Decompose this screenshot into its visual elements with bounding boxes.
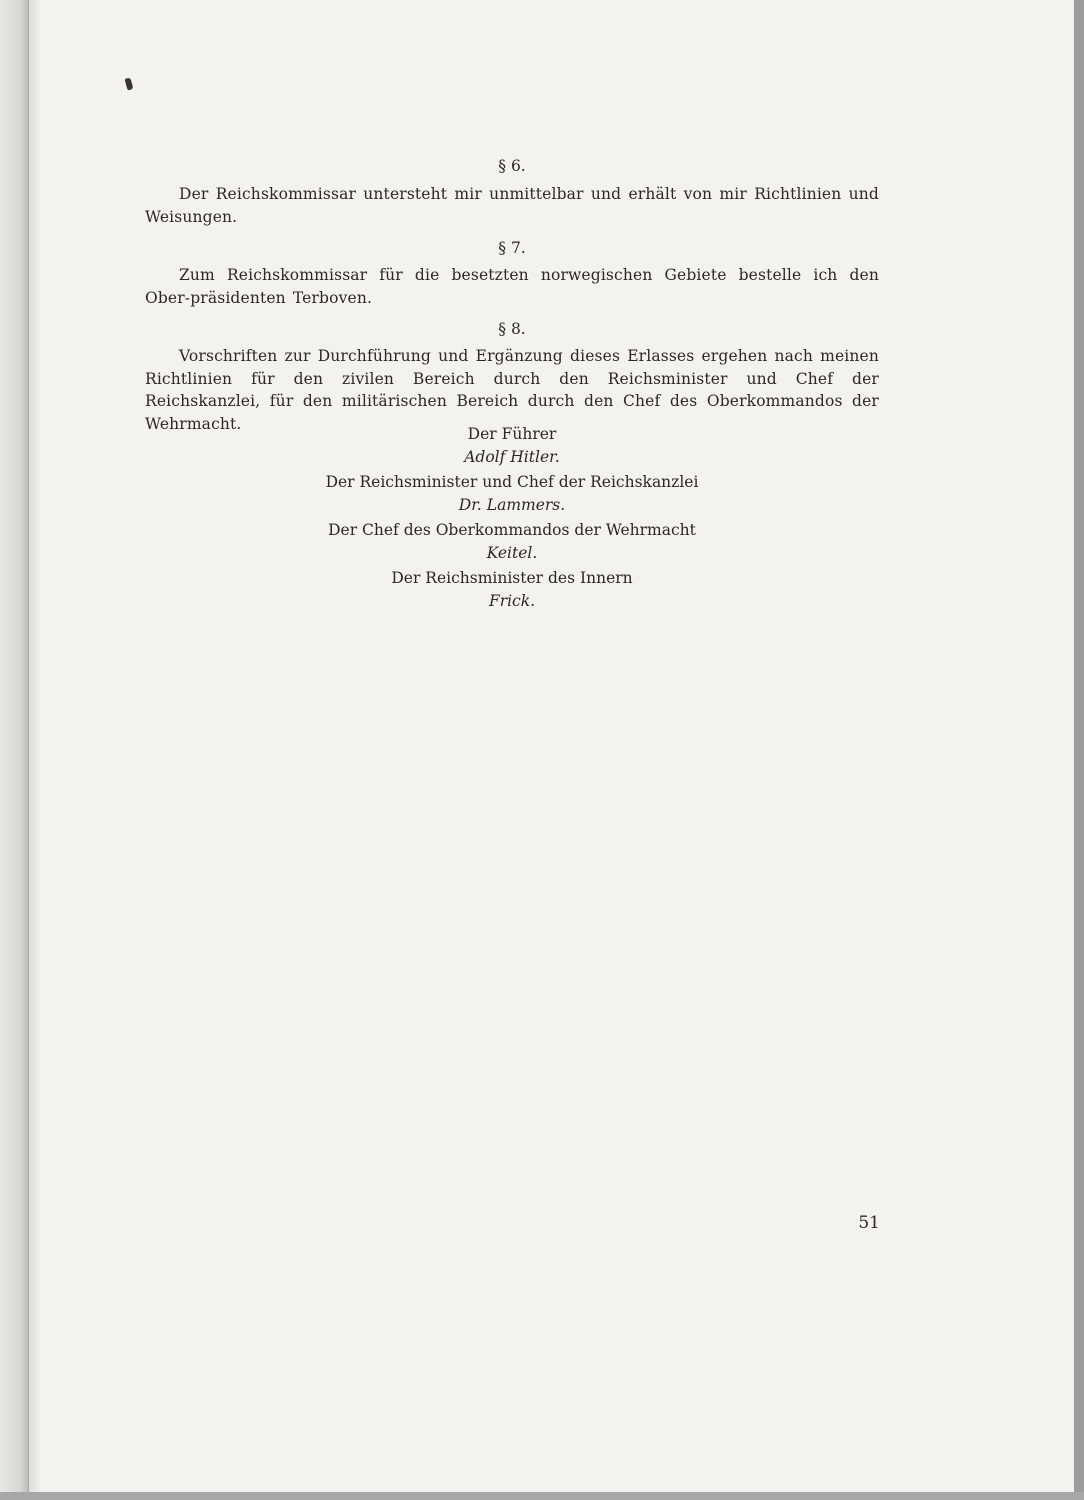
section-paragraph-8: Vorschriften zur Durchführung und Ergänzung dieses Erlasses ergehen nach meinen Richtlinien für den zivilen Bereich durch den Reichsminister und Chef der Reichskanzlei, für den militärischen Bereich durch den Chef des Oberkommandos der Wehrmacht. [145, 347, 879, 433]
signature-title-innern: Der Reichsminister des Innern [391, 569, 633, 587]
signature-name-frick: Frick. [488, 592, 536, 610]
section-heading-8: § 8. [498, 320, 526, 338]
section-heading-6: § 6. [498, 157, 526, 175]
page-right-edge [1074, 0, 1084, 1500]
signature-name-hitler: Adolf Hitler. [464, 448, 560, 466]
book-spine-shadow [0, 0, 28, 1500]
page-left-edge [29, 0, 41, 1492]
signature-name-lammers: Dr. Lammers. [458, 496, 566, 514]
section-heading-7: § 7. [498, 239, 526, 257]
signature-title-fuehrer: Der Führer [467, 425, 557, 443]
signature-name-keitel: Keitel. [486, 544, 538, 562]
signature-title-wehrmacht: Der Chef des Oberkommandos der Wehrmacht [328, 521, 696, 539]
signature-title-reichskanzlei: Der Reichsminister und Chef der Reichskanzlei [325, 473, 699, 491]
section-paragraph-7: Zum Reichskommissar für die besetzten norwegischen Gebiete bestelle ich den Ober-präsidenten Terboven. [145, 266, 879, 307]
section-paragraph-6: Der Reichskommissar untersteht mir unmittelbar und erhält von mir Richtlinien und Weisungen. [145, 185, 879, 226]
page-bottom-edge [0, 1492, 1084, 1500]
page-number: 51 [858, 1213, 880, 1233]
